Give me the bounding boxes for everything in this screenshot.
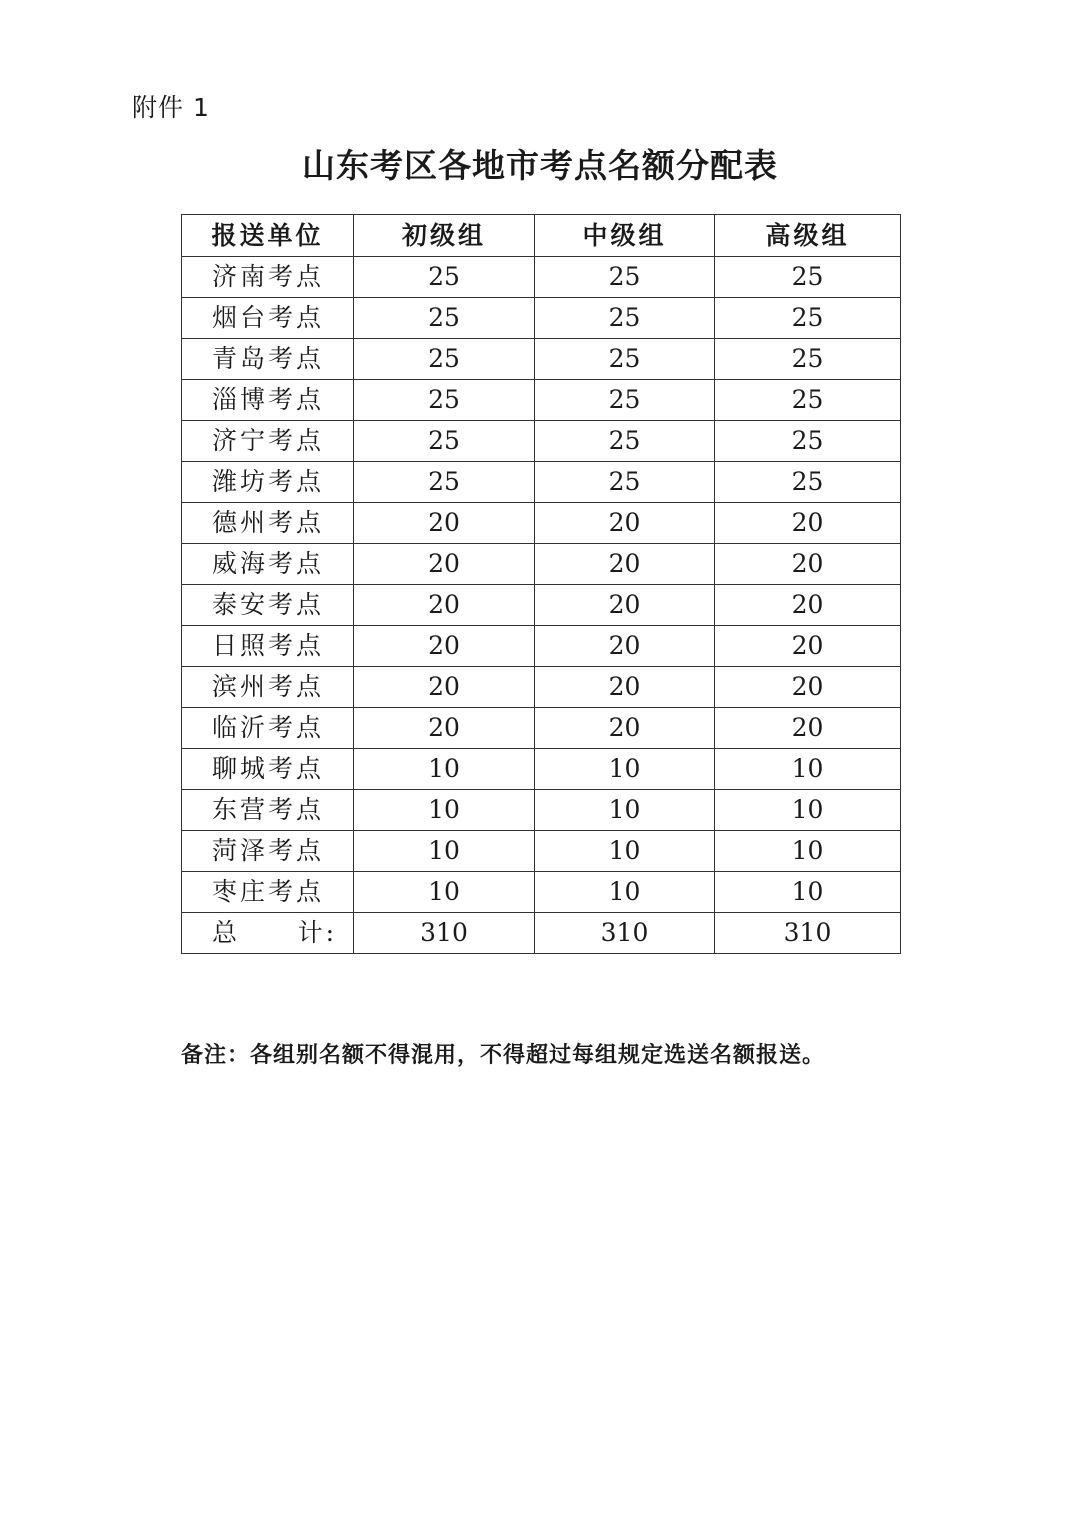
- junior-cell: 10: [354, 749, 535, 790]
- senior-cell: 25: [715, 380, 901, 421]
- table-row: [182, 503, 901, 544]
- intermediate-cell: 25: [535, 339, 715, 380]
- intermediate-cell: 10: [535, 749, 715, 790]
- unit-cell: 威海考点: [182, 544, 354, 585]
- total-intermediate: 310: [535, 913, 715, 954]
- junior-cell: 20: [354, 708, 535, 749]
- senior-cell: 20: [715, 626, 901, 667]
- table-row: [182, 790, 901, 831]
- quota-table: [181, 214, 901, 954]
- table-row: [182, 667, 901, 708]
- unit-cell: 烟台考点: [182, 298, 354, 339]
- total-junior: 310: [354, 913, 535, 954]
- junior-cell: 20: [354, 626, 535, 667]
- header-row: [182, 215, 901, 257]
- attachment-label: 附件 1: [132, 93, 210, 122]
- table-row: [182, 626, 901, 667]
- senior-cell: 20: [715, 585, 901, 626]
- total-label-right: 计:: [297, 918, 337, 947]
- table-header: [182, 215, 901, 257]
- unit-cell: 东营考点: [182, 790, 354, 831]
- senior-cell: 25: [715, 339, 901, 380]
- senior-cell: 10: [715, 872, 901, 913]
- senior-cell: 25: [715, 298, 901, 339]
- senior-cell: 25: [715, 257, 901, 298]
- table-body: [182, 257, 901, 913]
- intermediate-cell: 25: [535, 380, 715, 421]
- senior-cell: 10: [715, 749, 901, 790]
- table-row: [182, 749, 901, 790]
- intermediate-cell: 25: [535, 257, 715, 298]
- table-row: [182, 257, 901, 298]
- senior-cell: 20: [715, 544, 901, 585]
- senior-cell: 20: [715, 708, 901, 749]
- unit-cell: 淄博考点: [182, 380, 354, 421]
- header-senior: 高级组: [715, 215, 901, 257]
- table-row: [182, 872, 901, 913]
- intermediate-cell: 10: [535, 831, 715, 872]
- table-row: [182, 708, 901, 749]
- header-junior: 初级组: [354, 215, 535, 257]
- unit-cell: 德州考点: [182, 503, 354, 544]
- unit-cell: 青岛考点: [182, 339, 354, 380]
- remark-note: 备注：各组别名额不得混用，不得超过每组规定选送名额报送。: [181, 1043, 826, 1068]
- intermediate-cell: 25: [535, 462, 715, 503]
- table-footer: [182, 913, 901, 954]
- junior-cell: 25: [354, 339, 535, 380]
- senior-cell: 20: [715, 503, 901, 544]
- document-title: 山东考区各地市考点名额分配表: [302, 146, 778, 185]
- intermediate-cell: 20: [535, 544, 715, 585]
- intermediate-cell: 25: [535, 421, 715, 462]
- total-row: [182, 913, 901, 954]
- unit-cell: 菏泽考点: [182, 831, 354, 872]
- senior-cell: 20: [715, 667, 901, 708]
- table-row: [182, 544, 901, 585]
- unit-cell: 日照考点: [182, 626, 354, 667]
- junior-cell: 10: [354, 831, 535, 872]
- unit-cell: 潍坊考点: [182, 462, 354, 503]
- total-label-left: 总: [212, 918, 241, 947]
- intermediate-cell: 10: [535, 790, 715, 831]
- table-row: [182, 298, 901, 339]
- table-row: [182, 339, 901, 380]
- table-row: [182, 380, 901, 421]
- unit-cell: 济宁考点: [182, 421, 354, 462]
- junior-cell: 20: [354, 503, 535, 544]
- junior-cell: 25: [354, 257, 535, 298]
- unit-cell: 枣庄考点: [182, 872, 354, 913]
- junior-cell: 25: [354, 462, 535, 503]
- intermediate-cell: 10: [535, 872, 715, 913]
- junior-cell: 20: [354, 544, 535, 585]
- table-row: [182, 585, 901, 626]
- unit-cell: 泰安考点: [182, 585, 354, 626]
- senior-cell: 10: [715, 790, 901, 831]
- intermediate-cell: 20: [535, 626, 715, 667]
- intermediate-cell: 20: [535, 667, 715, 708]
- senior-cell: 25: [715, 462, 901, 503]
- table-row: [182, 831, 901, 872]
- senior-cell: 25: [715, 421, 901, 462]
- junior-cell: 20: [354, 585, 535, 626]
- intermediate-cell: 20: [535, 585, 715, 626]
- header-unit: 报送单位: [182, 215, 354, 257]
- unit-cell: 滨州考点: [182, 667, 354, 708]
- unit-cell: 济南考点: [182, 257, 354, 298]
- unit-cell: 临沂考点: [182, 708, 354, 749]
- unit-cell: 聊城考点: [182, 749, 354, 790]
- total-label-cell: [182, 913, 354, 954]
- junior-cell: 10: [354, 790, 535, 831]
- table-row: [182, 462, 901, 503]
- intermediate-cell: 20: [535, 503, 715, 544]
- intermediate-cell: 25: [535, 298, 715, 339]
- junior-cell: 25: [354, 298, 535, 339]
- intermediate-cell: 20: [535, 708, 715, 749]
- senior-cell: 10: [715, 831, 901, 872]
- header-intermediate: 中级组: [535, 215, 715, 257]
- junior-cell: 25: [354, 380, 535, 421]
- total-senior: 310: [715, 913, 901, 954]
- junior-cell: 25: [354, 421, 535, 462]
- junior-cell: 20: [354, 667, 535, 708]
- junior-cell: 10: [354, 872, 535, 913]
- table-row: [182, 421, 901, 462]
